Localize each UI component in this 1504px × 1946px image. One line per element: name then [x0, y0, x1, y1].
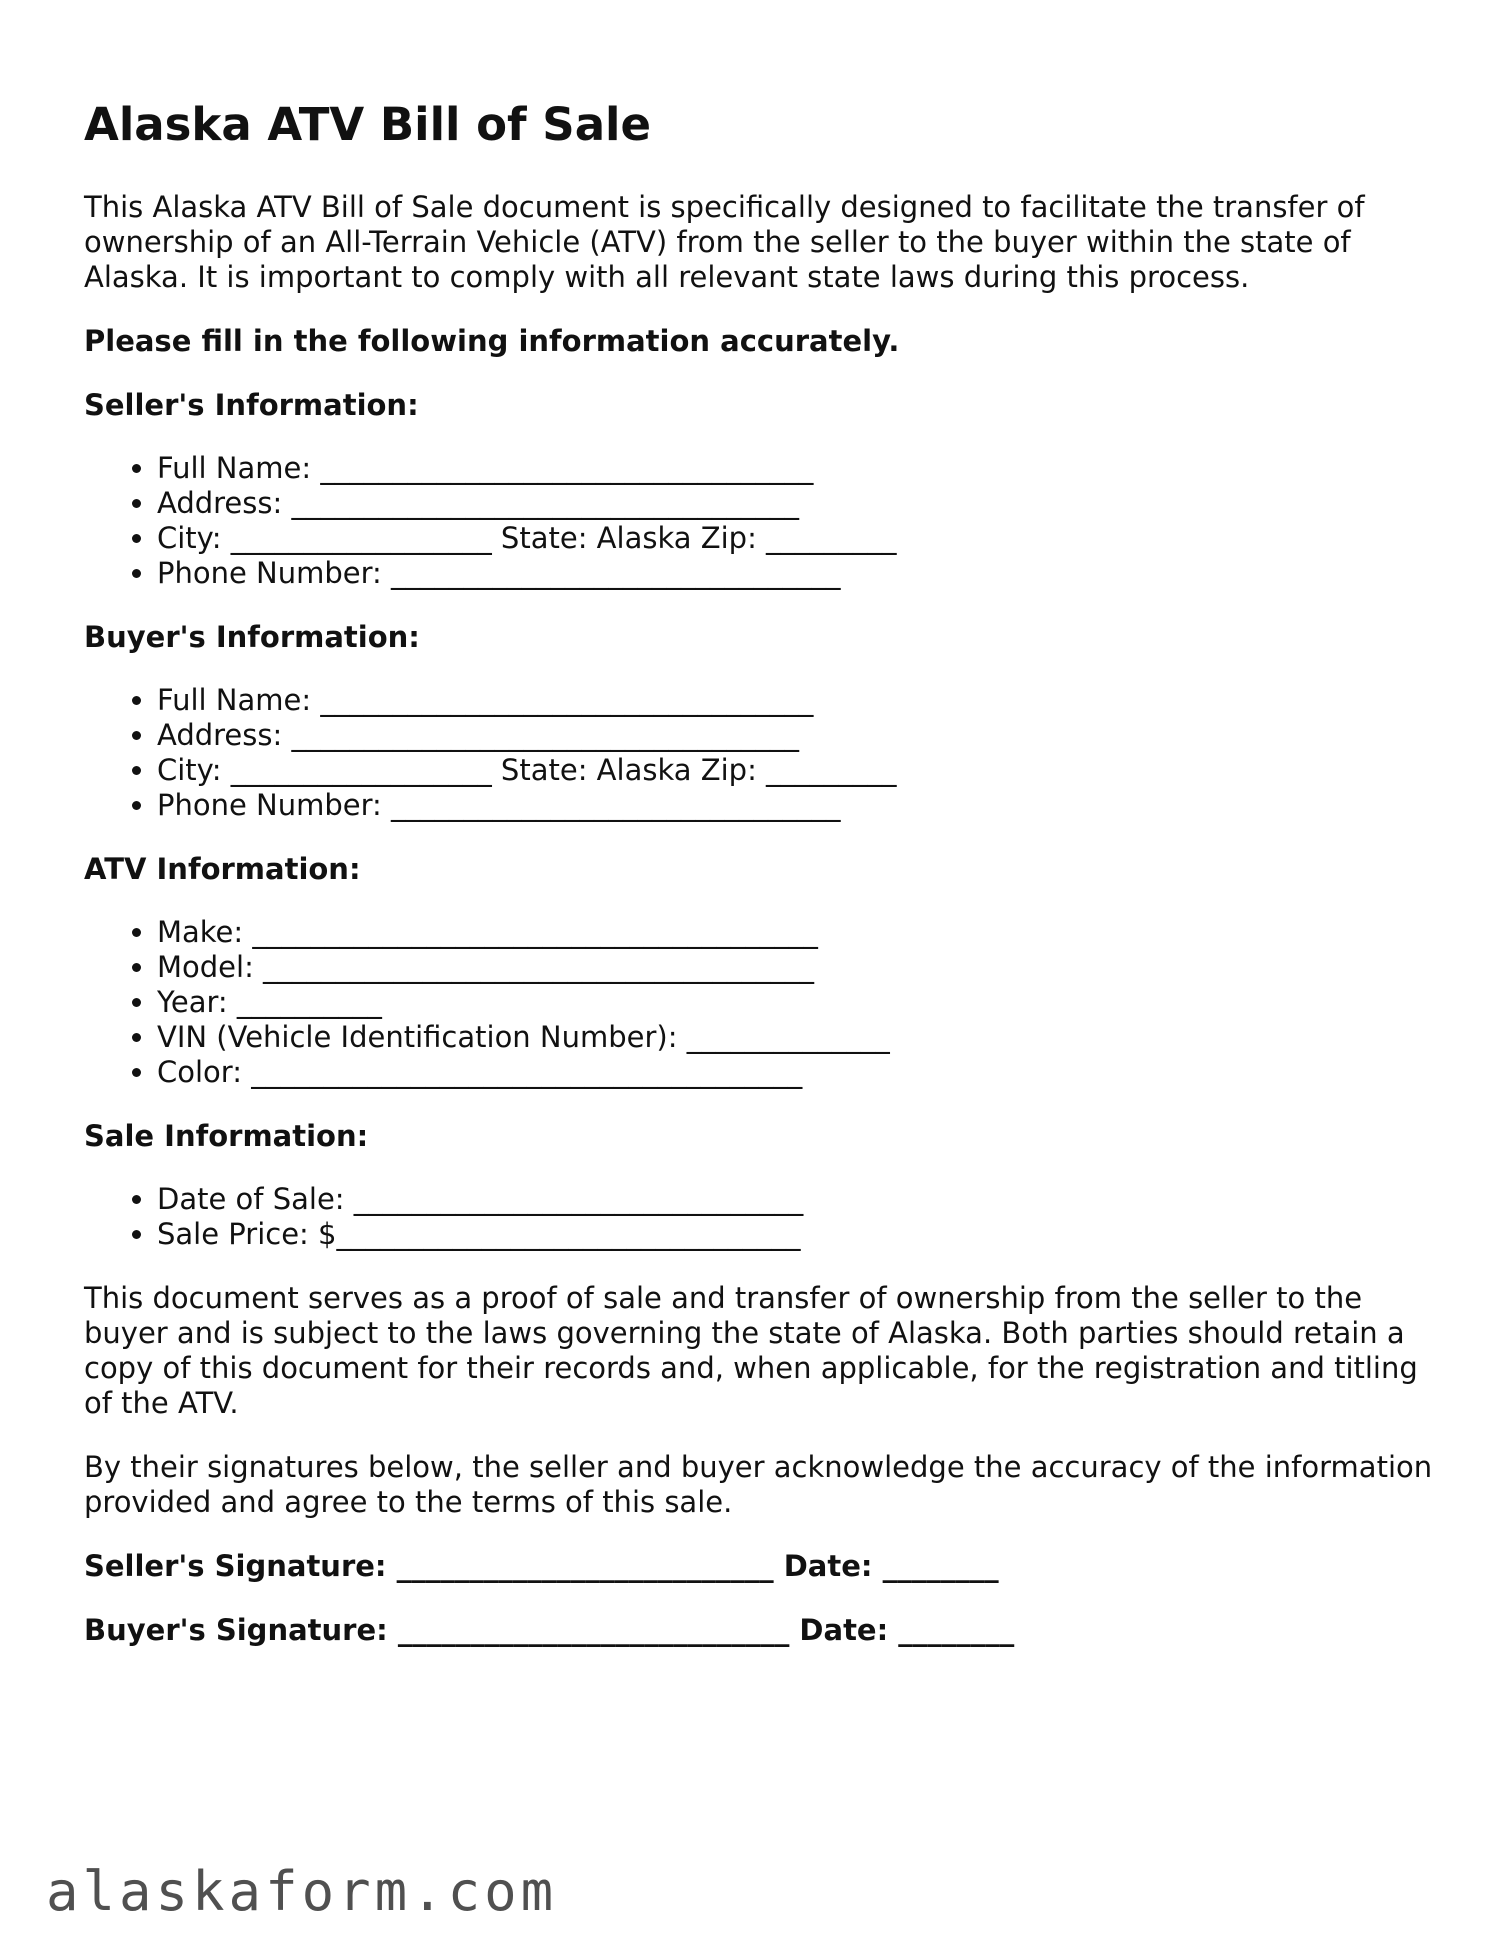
- buyer-phone-field: • Phone Number: _______________________________: [157, 788, 1444, 823]
- buyer-full-name-field: • Full Name: __________________________________: [157, 683, 1444, 718]
- seller-signature-line: Seller's Signature: __________________________ Date: ________: [84, 1549, 999, 1583]
- seller-section-heading: Seller's Information:: [84, 388, 419, 422]
- closing-paragraph: This document serves as a proof of sale and transfer of ownership from the seller to the buyer and is subject to the laws governing the state of Alaska. Both parties should retain a copy of this document for their records and, when applicable, for the registration and titling of the ATV.: [84, 1281, 1418, 1420]
- site-watermark: alaskaform.com: [46, 1860, 558, 1923]
- intro-paragraph: This Alaska ATV Bill of Sale document is specifically designed to facilitate the transfer of ownership of an All-Terrain Vehicle (ATV) from the seller to the buyer within the state of Alaska. It is important to comply with all relevant state laws during this process.: [84, 190, 1365, 294]
- buyer-signature-line: Buyer's Signature: ___________________________ Date: ________: [84, 1613, 1015, 1647]
- seller-full-name-field: • Full Name: __________________________________: [157, 451, 1444, 486]
- buyer-fields-list: [84, 683, 1444, 823]
- document-page: [84, 98, 1444, 1677]
- instruction-text: Please fill in the following information accurately.: [84, 324, 900, 358]
- seller-address-field: • Address: ___________________________________: [157, 486, 1444, 521]
- buyer-address-field: • Address: ___________________________________: [157, 718, 1444, 753]
- sale-date-field: • Date of Sale: _______________________________: [157, 1182, 1444, 1217]
- buyer-section-heading: Buyer's Information:: [84, 620, 420, 654]
- atv-section-heading: ATV Information:: [84, 852, 361, 886]
- sale-fields-list: [84, 1182, 1444, 1252]
- atv-year-field: • Year: __________: [157, 985, 1444, 1020]
- seller-phone-field: • Phone Number: _______________________________: [157, 556, 1444, 591]
- atv-make-field: • Make: _______________________________________: [157, 915, 1444, 950]
- atv-fields-list: [84, 915, 1444, 1090]
- atv-color-field: • Color: ______________________________________: [157, 1055, 1444, 1090]
- buyer-city-state-zip-field: • City: __________________ State: Alaska Zip: _________: [157, 753, 1444, 788]
- seller-fields-list: [84, 451, 1444, 591]
- acknowledgment-paragraph: By their signatures below, the seller and buyer acknowledge the accuracy of the information provided and agree to the terms of this sale.: [84, 1450, 1433, 1519]
- seller-city-state-zip-field: • City: __________________ State: Alaska Zip: _________: [157, 521, 1444, 556]
- sale-section-heading: Sale Information:: [84, 1119, 369, 1153]
- atv-model-field: • Model: ______________________________________: [157, 950, 1444, 985]
- atv-vin-field: • VIN (Vehicle Identification Number): ______________: [157, 1020, 1444, 1055]
- document-title: Alaska ATV Bill of Sale: [84, 98, 652, 151]
- sale-price-field: • Sale Price: $________________________________: [157, 1217, 1444, 1252]
